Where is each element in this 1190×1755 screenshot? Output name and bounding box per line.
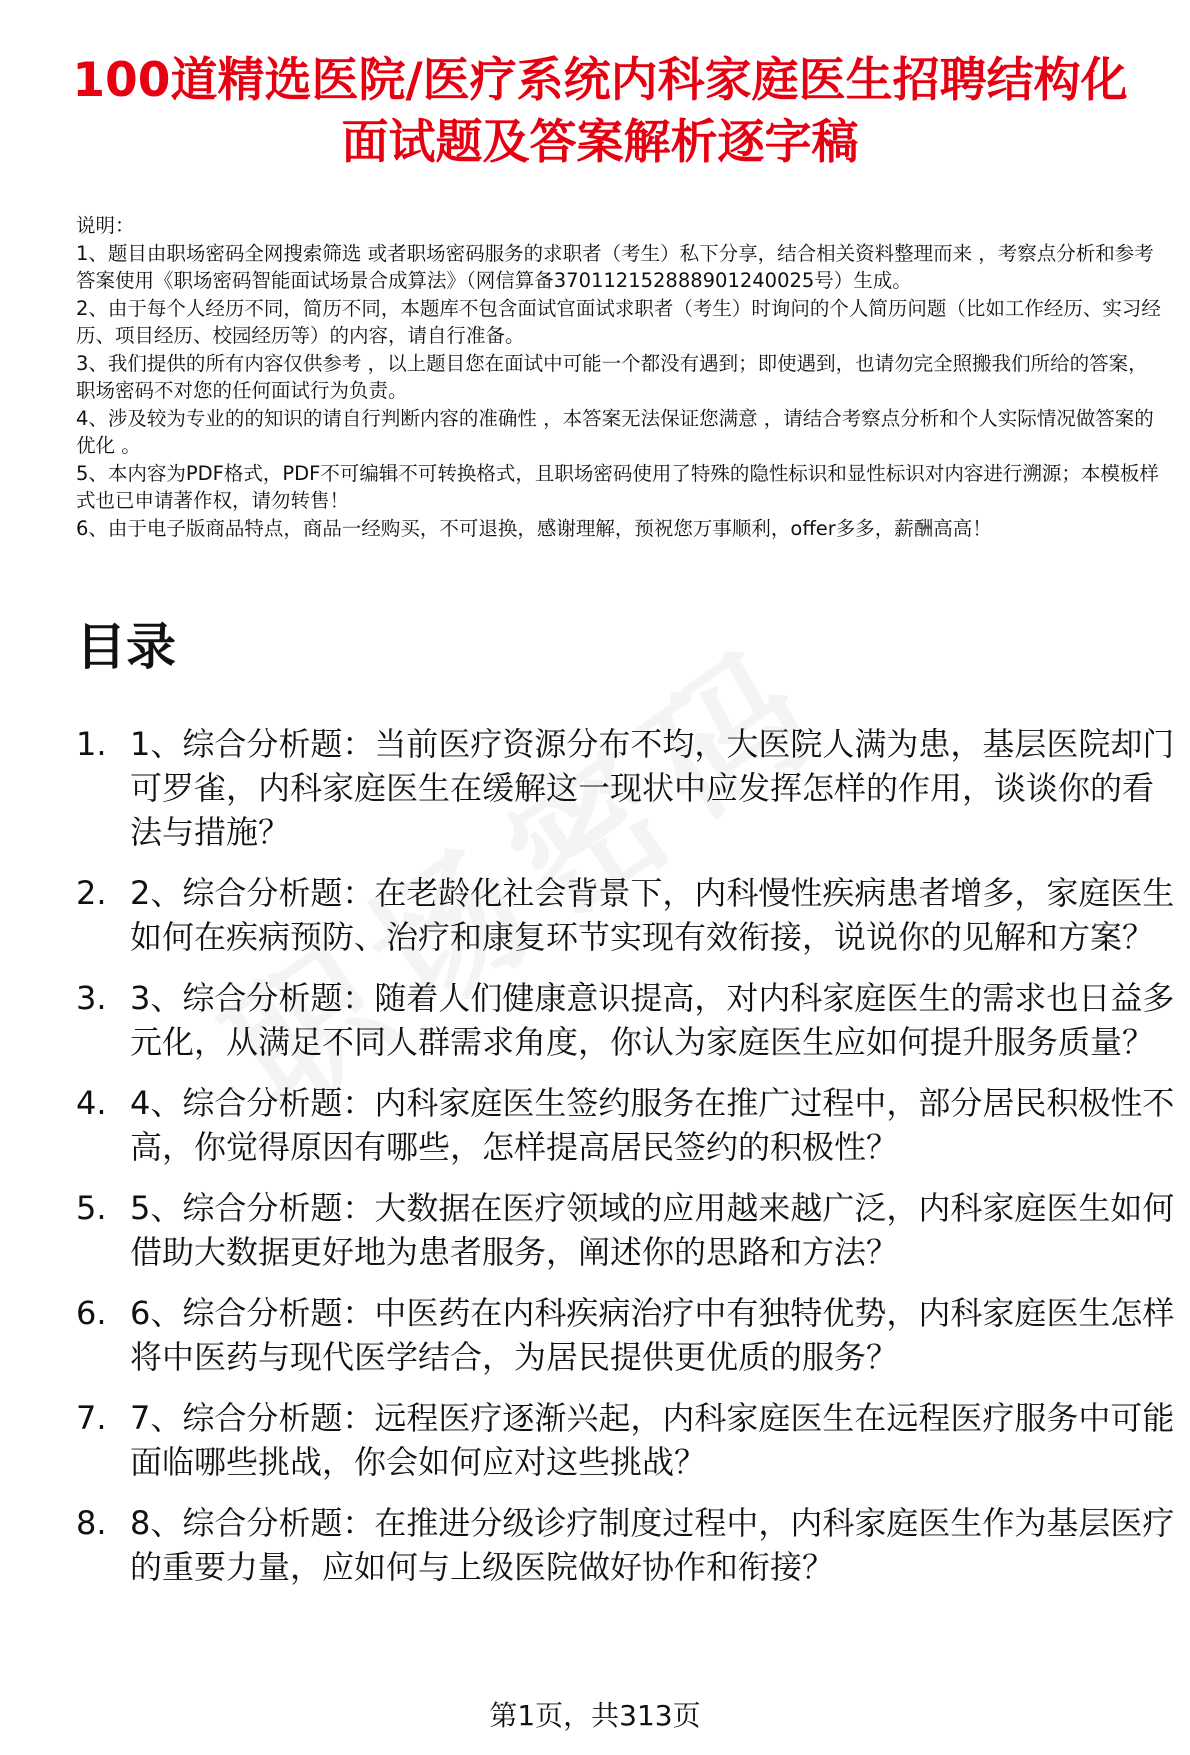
- notes-section: [76, 212, 1166, 542]
- note-item: 3、我们提供的所有内容仅供参考 ，以上题目您在面试中可能一个都没有遇到；即使遇到，也请勿完全照搬我们所给的答案，职场密码不对您的任何面试行为负责。: [76, 351, 1148, 402]
- toc-item[interactable]: [76, 1081, 1176, 1169]
- toc-item[interactable]: [76, 722, 1176, 854]
- notes-heading: 说明：: [76, 214, 135, 237]
- note-item: 2、由于每个人经历不同，简历不同，本题库不包含面试官面试求职者（考生）时询问的个人简历问题（比如工作经历、实习经历、项目经历、校园经历等）的内容，请自行准备。: [76, 296, 1161, 347]
- note-item: 1、题目由职场密码全网搜索筛选 或者职场密码服务的求职者（考生）私下分享，结合相关资料整理而来 ，考察点分析和参考答案使用《职场密码智能面试场景合成算法》（网信算备370112152888901240025号）生成。: [76, 241, 1154, 292]
- toc-item-text[interactable]: 1、综合分析题：当前医疗资源分布不均，大医院人满为患，基层医院却门可罗雀，内科家庭医生在缓解这一现状中应发挥怎样的作用，谈谈你的看法与措施？: [130, 725, 1175, 851]
- toc-item-text[interactable]: 4、综合分析题：内科家庭医生签约服务在推广过程中，部分居民积极性不高，你觉得原因有哪些，怎样提高居民签约的积极性？: [130, 1084, 1175, 1166]
- toc-item-text[interactable]: 6、综合分析题：中医药在内科疾病治疗中有独特优势，内科家庭医生怎样将中医药与现代医学结合，为居民提供更优质的服务？: [130, 1294, 1175, 1376]
- toc-item-number: 5.: [76, 1189, 107, 1227]
- toc-item-text[interactable]: 8、综合分析题：在推进分级诊疗制度过程中，内科家庭医生作为基层医疗的重要力量，应如何与上级医院做好协作和衔接？: [130, 1504, 1175, 1586]
- page-number: 第1页，共313页: [489, 1699, 701, 1732]
- toc-item[interactable]: [76, 976, 1176, 1064]
- toc-list: [76, 722, 1176, 1606]
- toc-item[interactable]: [76, 1186, 1176, 1274]
- toc-item-text[interactable]: 3、综合分析题：随着人们健康意识提高，对内科家庭医生的需求也日益多元化，从满足不同人群需求角度，你认为家庭医生应如何提升服务质量？: [130, 979, 1175, 1061]
- toc-item-text[interactable]: 2、综合分析题：在老龄化社会背景下，内科慢性疾病患者增多，家庭医生如何在疾病预防、治疗和康复环节实现有效衔接，说说你的见解和方案？: [130, 874, 1175, 956]
- toc-item-text[interactable]: 5、综合分析题：大数据在医疗领域的应用越来越广泛，内科家庭医生如何借助大数据更好地为患者服务，阐述你的思路和方法？: [130, 1189, 1175, 1271]
- toc-item[interactable]: [76, 1501, 1176, 1589]
- toc-item-number: 1.: [76, 725, 107, 763]
- toc-item-text[interactable]: 7、综合分析题：远程医疗逐渐兴起，内科家庭医生在远程医疗服务中可能面临哪些挑战，你会如何应对这些挑战？: [130, 1399, 1175, 1481]
- toc-heading: 目录: [76, 618, 176, 676]
- toc-item-number: 3.: [76, 979, 107, 1017]
- toc-item-number: 2.: [76, 874, 107, 912]
- toc-item[interactable]: [76, 1396, 1176, 1484]
- toc-item-number: 7.: [76, 1399, 107, 1437]
- toc-item[interactable]: [76, 1291, 1176, 1379]
- toc-item[interactable]: [76, 871, 1176, 959]
- document-title: 100道精选医院/医疗系统内科家庭医生招聘结构化面试题及答案解析逐字稿: [72, 53, 1128, 170]
- toc-item-number: 6.: [76, 1294, 107, 1332]
- note-item: 5、本内容为PDF格式，PDF不可编辑不可转换格式，且职场密码使用了特殊的隐性标识和显性标识对内容进行溯源；本模板样式也已申请著作权，请勿转售！: [76, 461, 1159, 512]
- toc-item-number: 8.: [76, 1504, 107, 1542]
- note-item: 6、由于电子版商品特点，商品一经购买，不可退换，感谢理解，预祝您万事顺利，offer多多，薪酬高高！: [76, 516, 992, 540]
- note-item: 4、涉及较为专业的的知识的请自行判断内容的准确性 ，本答案无法保证您满意 ，请结合考察点分析和个人实际情况做答案的优化 。: [76, 406, 1154, 457]
- toc-item-number: 4.: [76, 1084, 107, 1122]
